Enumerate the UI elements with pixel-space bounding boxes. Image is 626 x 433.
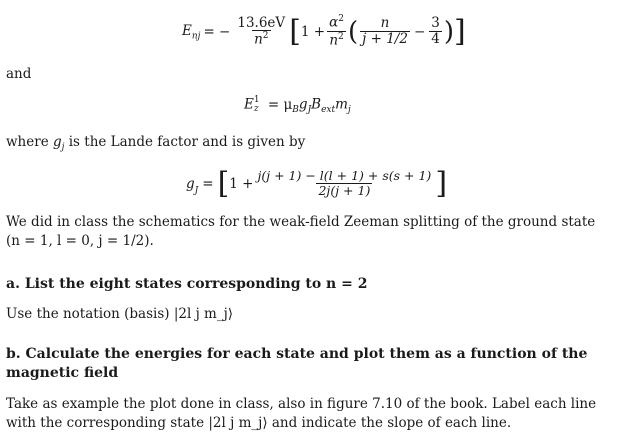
where-g-sub: j — [61, 142, 65, 153]
eq3-num: j(j + 1) − l(l + 1) + s(s + 1) — [257, 168, 432, 184]
eq2-B-sub: ext — [321, 105, 336, 116]
eq2-lhs: E — [244, 96, 254, 113]
eq3-bracket-close: ] — [435, 166, 448, 201]
eq2-lhs-sup: 1 — [253, 95, 260, 105]
eq2-lhs-sub: z — [253, 104, 259, 114]
eq1-paren-open: ( — [347, 17, 359, 47]
part-b-text: Take as example the plot done in class, also in figure 7.10 of the book. Label each line with the corresponding state |2l j m_j⟩ and indicate the slope of each line. — [6, 396, 597, 431]
energy-equation — [182, 8, 466, 56]
eq1-equals: = − — [203, 24, 231, 40]
eq1-frac2 — [327, 15, 346, 48]
eq3-g: g — [186, 176, 195, 192]
eq1-frac1-den: n — [254, 31, 263, 48]
eq3-g-sub: J — [194, 186, 199, 196]
eq1-frac4 — [429, 16, 442, 47]
zeeman-energy-equation — [244, 96, 351, 115]
eq1-lhs-sub: nj — [191, 31, 201, 42]
eq2-B: B — [311, 96, 322, 113]
eq1-frac3-num: n — [380, 15, 390, 32]
eq3-bracket-open: [ — [217, 166, 230, 201]
eq1-frac3 — [360, 16, 410, 47]
eq1-frac2-den: n — [329, 32, 339, 49]
eq1-one-plus: 1 + — [300, 24, 326, 40]
eq2-g: g — [298, 96, 308, 113]
eq3-one-plus: 1 + — [229, 176, 254, 192]
eq2-g-sub: J — [307, 105, 312, 116]
eq2-rhs-mu: = μ — [267, 96, 293, 113]
eq3-equals: = — [202, 176, 214, 192]
eq1-lhs: E — [182, 22, 192, 39]
paragraph-ground-state: We did in class the schematics for the weak-field Zeeman splitting of the ground state (n = 1, l = 0, j = 1/2). — [6, 214, 596, 249]
eq3-den: 2j(j + 1) — [318, 183, 371, 199]
eq1-frac4-num: 3 — [431, 15, 440, 32]
eq1-bracket-close: ] — [454, 14, 466, 49]
where-post: is the Lande factor and is given by — [64, 134, 306, 150]
and-text: and — [6, 66, 32, 82]
eq2-mu-sub: B — [292, 105, 299, 116]
eq1-frac2-num-exp: 2 — [338, 14, 344, 25]
part-b-heading: b. Calculate the energies for each state and plot them as a function of the magnetic field — [6, 346, 588, 381]
eq1-frac2-den-exp: 2 — [338, 31, 344, 42]
eq1-frac4-den: 4 — [431, 31, 440, 48]
where-line — [6, 134, 305, 153]
eq1-frac1 — [235, 16, 287, 49]
eq3-frac — [256, 169, 434, 198]
eq1-frac1-num: 13.6eV — [237, 14, 286, 31]
eq1-frac3-den: j + 1/2 — [362, 31, 408, 48]
eq1-bracket-open: [ — [289, 14, 301, 49]
eq2-m-sub: j — [347, 105, 351, 116]
eq1-paren-close: ) — [443, 17, 454, 47]
eq2-m: m — [335, 96, 348, 113]
part-a-text: Use the notation (basis) |2l j m_j⟩ — [6, 306, 234, 322]
where-g: g — [52, 134, 62, 150]
part-a-heading: a. List the eight states corresponding to n = 2 — [6, 276, 368, 292]
eq1-minus: − — [413, 24, 426, 40]
eq1-frac2-num: α — [329, 14, 339, 31]
eq1-frac1-den-exp: 2 — [262, 31, 269, 42]
lande-factor-equation — [186, 160, 447, 208]
where-pre: where — [6, 134, 53, 150]
